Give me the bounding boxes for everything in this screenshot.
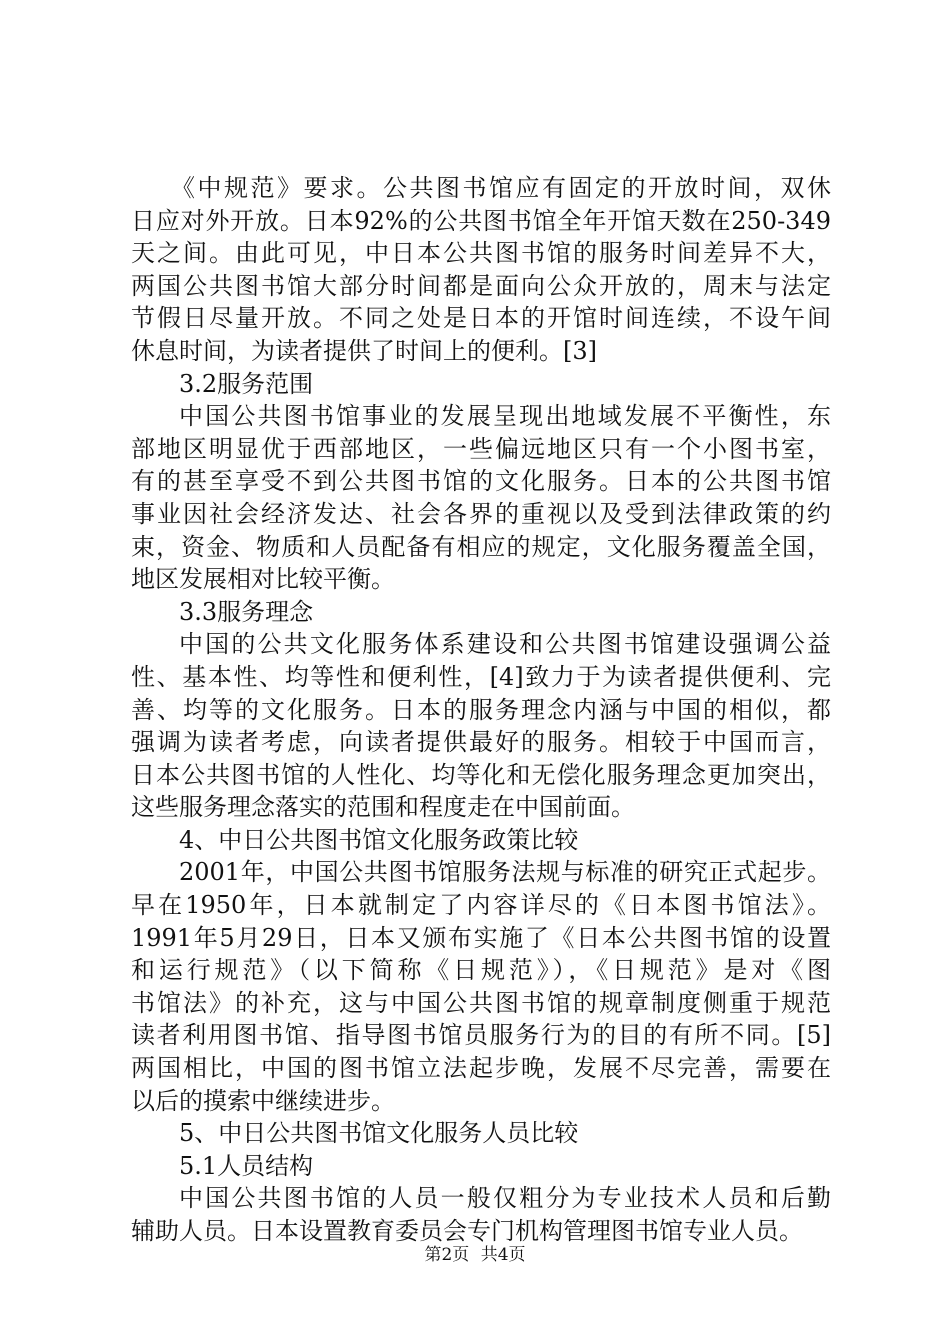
text-line: 4、中日公共图书馆文化服务政策比较 xyxy=(179,825,579,854)
text-line: 早在1950年，日本就制定了内容详尽的《日本图书馆法》。 xyxy=(131,891,831,920)
paragraph xyxy=(131,172,831,368)
text-line: 这些服务理念落实的范围和程度走在中国前面。 xyxy=(131,793,635,822)
text-line: 中国公共图书馆的人员一般仅粗分为专业技术人员和后勤 xyxy=(179,1184,831,1213)
paragraph xyxy=(131,856,831,1117)
section-heading xyxy=(131,596,831,629)
text-line: 休息时间，为读者提供了时间上的便利。[3] xyxy=(131,336,597,365)
page-total: 共4页 xyxy=(480,1245,526,1265)
section-heading xyxy=(131,368,831,401)
text-line: 3.3服务理念 xyxy=(179,597,314,626)
text-line: 和运行规范》（以下简称《日规范》），《日规范》是对《图 xyxy=(131,956,831,985)
text-line: 地区发展相对比较平衡。 xyxy=(131,565,395,594)
text-line: 部地区明显优于西部地区，一些偏远地区只有一个小图书室， xyxy=(131,434,831,463)
page-number: 第2页 xyxy=(424,1245,470,1265)
text-line: 3.2服务范围 xyxy=(179,369,314,398)
text-line: 日本公共图书馆的人性化、均等化和无偿化服务理念更加突出， xyxy=(131,760,831,789)
text-line: 善、均等的文化服务。日本的服务理念内涵与中国的相似，都 xyxy=(131,695,831,724)
text-line: 《中规范》要求。公共图书馆应有固定的开放时间，双休 xyxy=(171,174,831,202)
text-line: 节假日尽量开放。不同之处是日本的开馆时间连续，不设午间 xyxy=(131,304,831,333)
text-line: 读者利用图书馆、指导图书馆员服务行为的目的有所不同。[5] xyxy=(131,1021,831,1050)
text-line: 有的甚至享受不到公共图书馆的文化服务。日本的公共图书馆 xyxy=(131,467,831,496)
section-heading xyxy=(131,1117,831,1150)
text-line: 两国相比，中国的图书馆立法起步晚，发展不尽完善，需要在 xyxy=(131,1054,831,1083)
text-line: 2001年，中国公共图书馆服务法规与标准的研究正式起步。 xyxy=(179,858,831,887)
paragraph xyxy=(131,1182,831,1247)
text-line: 1991年5月29日，日本又颁布实施了《日本公共图书馆的设置 xyxy=(131,923,831,952)
page-footer xyxy=(0,1243,950,1267)
text-line: 强调为读者考虑，向读者提供最好的服务。相较于中国而言， xyxy=(131,728,831,757)
text-line: 5、中日公共图书馆文化服务人员比较 xyxy=(179,1119,579,1148)
text-line: 日应对外开放。日本92%的公共图书馆全年开馆天数在250-349 xyxy=(131,206,831,235)
text-line: 天之间。由此可见，中日本公共图书馆的服务时间差异不大， xyxy=(131,239,831,268)
document-body xyxy=(131,172,831,1248)
section-heading xyxy=(131,824,831,857)
text-line: 束，资金、物质和人员配备有相应的规定，文化服务覆盖全国， xyxy=(131,532,831,561)
text-line: 以后的摸索中继续进步。 xyxy=(131,1086,395,1115)
text-line: 性、基本性、均等性和便利性，[4]致力于为读者提供便利、完 xyxy=(131,662,831,691)
paragraph xyxy=(131,628,831,824)
paragraph xyxy=(131,400,831,596)
text-line: 5.1人员结构 xyxy=(179,1151,314,1180)
text-line: 书馆法》的补充，这与中国公共图书馆的规章制度侧重于规范 xyxy=(131,988,831,1017)
text-line: 事业因社会经济发达、社会各界的重视以及受到法律政策的约 xyxy=(131,499,831,528)
text-line: 中国公共图书馆事业的发展呈现出地域发展不平衡性，东 xyxy=(179,402,831,431)
text-line: 辅助人员。日本设置教育委员会专门机构管理图书馆专业人员。 xyxy=(131,1217,803,1245)
text-line: 两国公共图书馆大部分时间都是面向公众开放的，周末与法定 xyxy=(131,271,831,300)
text-line: 中国的公共文化服务体系建设和公共图书馆建设强调公益 xyxy=(179,630,831,659)
section-heading xyxy=(131,1150,831,1183)
